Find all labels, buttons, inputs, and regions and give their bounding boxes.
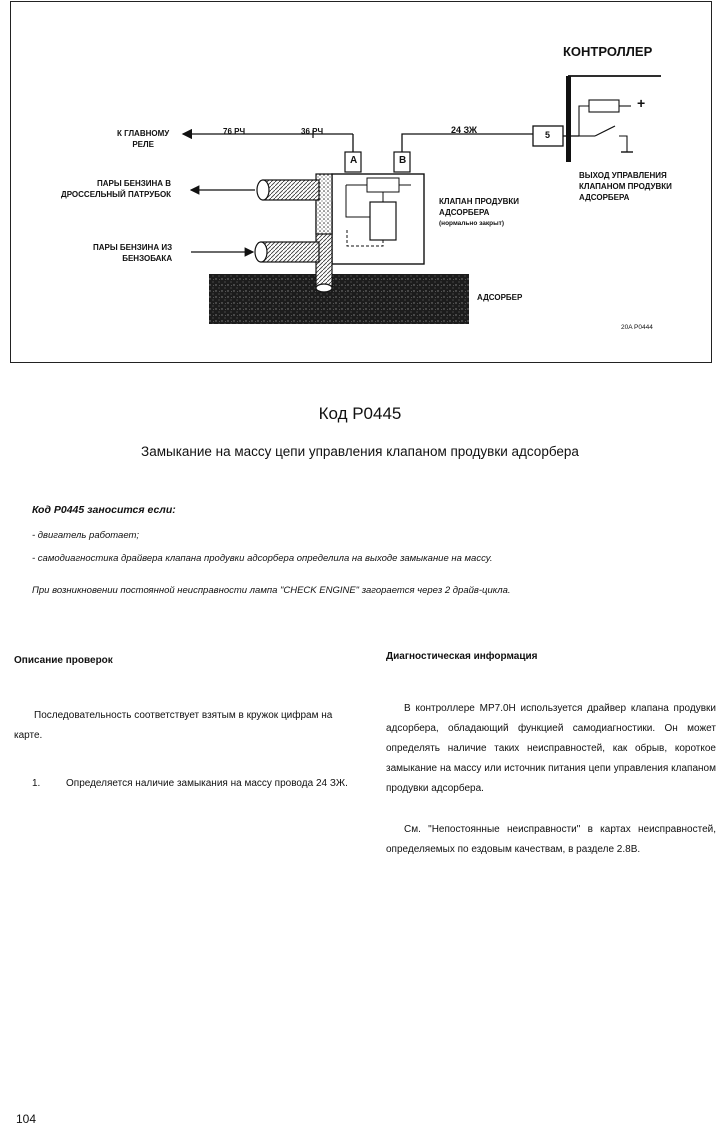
intermittent-faults-paragraph: См. "Непостоянные неисправности" в картах неисправностей, определяемых по ездовым качествам, в разделе 2.8В.	[386, 824, 716, 855]
figure-code: 20A P0444	[621, 324, 653, 331]
fumes-from-tank-label: ПАРЫ БЕНЗИНА ИЗ БЕНЗОБАКА	[93, 243, 173, 263]
condition-item: - самодиагностика драйвера клапана продувки адсорбера определила на выходе замыкание на массу.	[32, 553, 493, 564]
controller-output-label: ВЫХОД УПРАВЛЕНИЯ КЛАПАНОМ ПРОДУВКИ АДСОРБЕРА	[579, 171, 672, 202]
page-number: 104	[16, 1112, 37, 1126]
diagnostic-info-heading: Диагностическая информация	[386, 651, 538, 662]
adsorber-block	[209, 274, 469, 324]
wire-36-label: 36 РЧ	[301, 127, 324, 136]
pin-5-label: 5	[545, 130, 551, 140]
code-subtitle: Замыкание на массу цепи управления клапаном продувки адсорбера	[141, 444, 579, 459]
wire-24-label: 24 ЗЖ	[451, 125, 478, 135]
plus-sign: +	[637, 95, 646, 111]
purge-valve-label: КЛАПАН ПРОДУВКИ АДСОРБЕРА	[439, 197, 519, 217]
checks-heading: Описание проверок	[14, 655, 113, 666]
checks-paragraph: Последовательность соответствует взятым в кружок цифрам на карте.	[14, 710, 333, 741]
controller-bar	[566, 76, 571, 162]
pin-b-label: B	[399, 155, 407, 166]
step-number: 1.	[32, 778, 41, 789]
step-text: Определяется наличие замыкания на массу провода 24 ЗЖ.	[66, 778, 348, 789]
pin-a-label: A	[350, 155, 358, 166]
check-engine-note: При возникновении постоянной неисправности лампа "CHECK ENGINE" загорается через 2 драйв-цикла.	[32, 585, 511, 596]
wire-76-label: 76 РЧ	[223, 127, 246, 136]
circuit-diagram	[10, 1, 712, 363]
conditions-intro: Код P0445 заносится если:	[32, 504, 176, 516]
purge-valve-note: (нормально закрыт)	[439, 220, 504, 227]
controller-label: КОНТРОЛЛЕР	[563, 44, 653, 59]
code-title: Код P0445	[318, 404, 402, 423]
main-relay-label: К ГЛАВНОМУ РЕЛЕ	[117, 129, 170, 149]
fumes-to-throttle-label: ПАРЫ БЕНЗИНА В ДРОССЕЛЬНЫЙ ПАТРУБОК	[61, 179, 172, 199]
condition-item: - двигатель работает;	[32, 530, 140, 541]
diagnostic-paragraph: В контроллере МР7.0Н используется драйвер клапана продувки адсорбера, обладающий функцией самодиагностики. Он может определять наличие таких неисправностей, как обрыв, короткое замыкание на массу или источник питания цепи управления клапаном продувки адсорбера.	[386, 703, 716, 794]
adsorber-label: АДСОРБЕР	[477, 293, 523, 302]
